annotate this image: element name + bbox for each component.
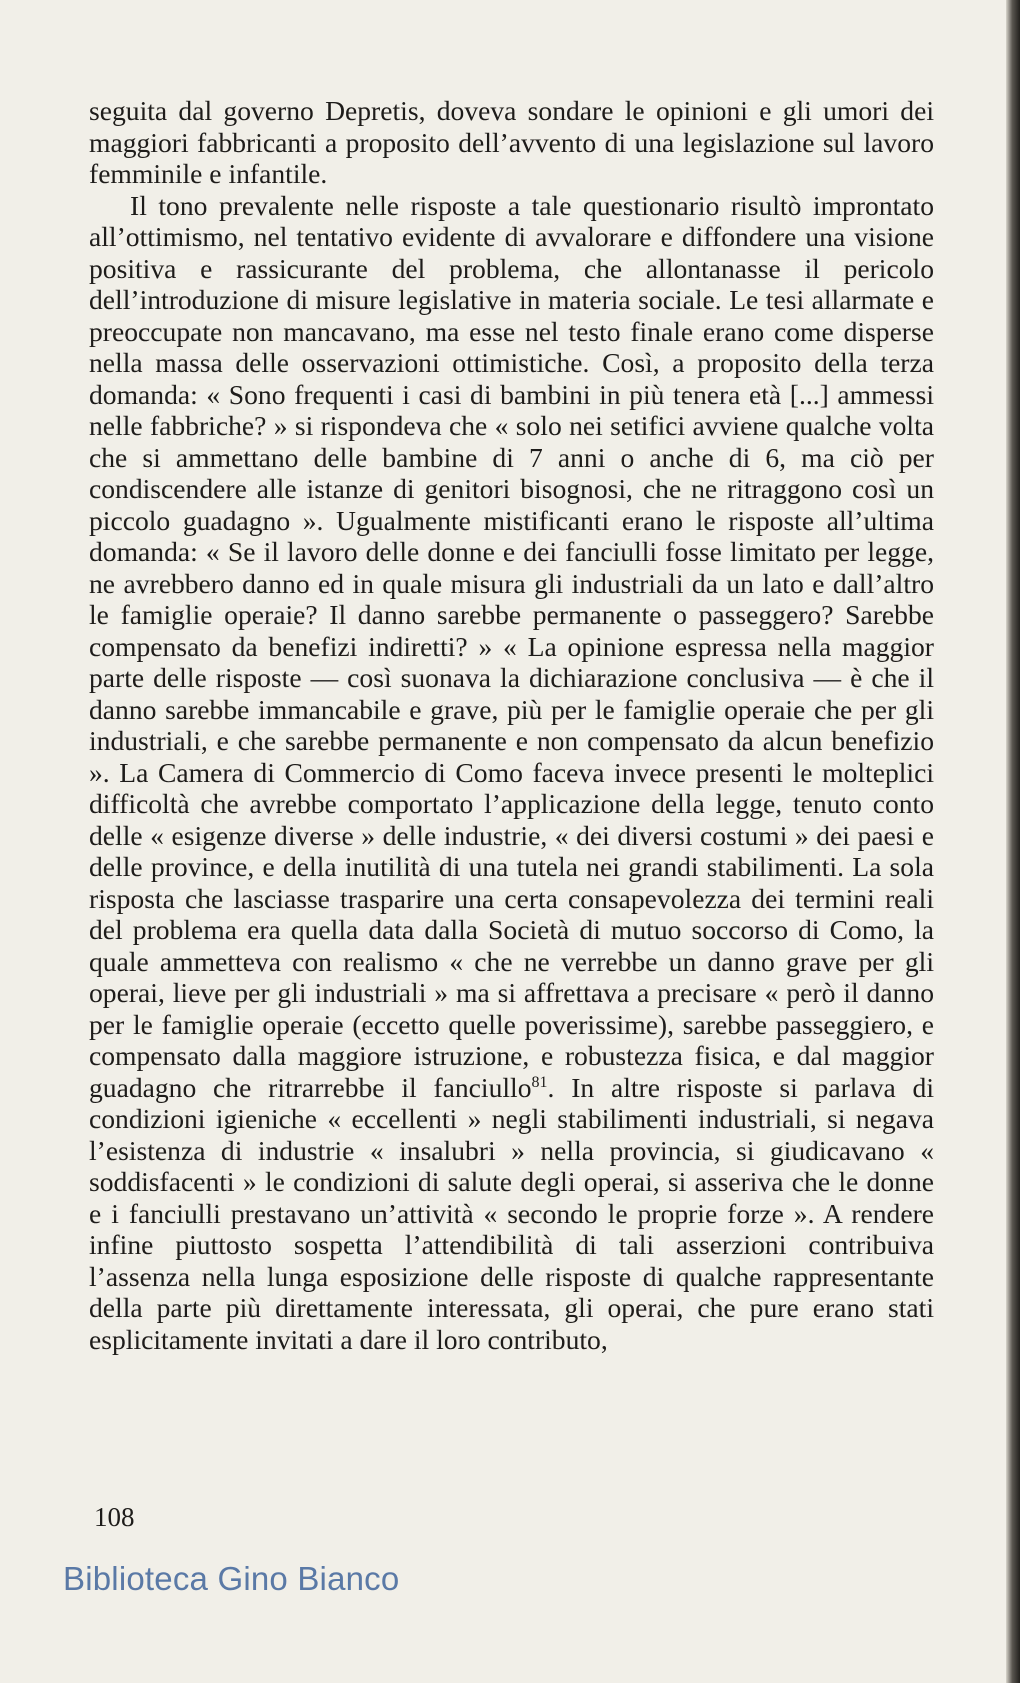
paragraph-text-after-note: . In altre risposte si parlava di condizioni igieniche « eccellenti » negli stabilimenti industriali, si negava l’esistenza di industrie « insalubri » nella provincia, si giudicavano « soddisfacenti » le condizioni di salute degli operai, si asseriva che le donne e i fanciulli prestavano un’attività « secondo le proprie forze ». A rendere infine piuttosto sospetta l’attendibilità di tali asserzioni contribuiva l’assenza nella lunga esposizione delle risposte di qualche rappresentante della parte più direttamente interessata, gli operai, che pure erano stati esplicitamente invitati a dare il loro contributo, xyxy=(89,1071,934,1355)
library-watermark: Biblioteca Gino Bianco xyxy=(63,1560,400,1597)
paragraph-questionnaire-responses xyxy=(89,190,934,1356)
body-text xyxy=(89,95,934,1355)
footnote-reference: 81 xyxy=(531,1073,548,1091)
page-number: 108 xyxy=(94,1502,135,1532)
page-edge-shadow xyxy=(1006,0,1020,1683)
paragraph-text-before-note: Il tono prevalente nelle risposte a tale questionario risultò improntato all’ottimismo, nel tentativo evidente di avvalorare e diffondere una visione positiva e rassicurante del problema, che allontanasse il pericolo dell’introduzione di misure legislative in materia sociale. Le tesi allarmate e preoccupate non mancavano, ma esse nel testo finale erano come disperse nella massa delle osservazioni ottimistiche. Così, a proposito della terza domanda: « Sono frequenti i casi di bambini in più tenera età [...] ammessi nelle fabbriche? » si rispondeva che « solo nei setifici avviene qualche volta che si ammettano delle bambine di 7 anni o anche di 6, ma ciò per condiscendere alle istanze di genitori bisognosi, che ne ritraggono così un piccolo guadagno ». Ugualmente mistificanti erano le risposte all’ultima domanda: « Se il lavoro delle donne e dei fanciulli fosse limitato per legge, ne avrebbero danno ed in quale misura gli industriali da un lato e dall’altro le famiglie operaie? Il danno sarebbe permanente o passeggero? Sarebbe compensato da benefizi indiretti? » « La opinione espressa nella maggior parte delle risposte — così suonava la dichiarazione conclusiva — è che il danno sarebbe immancabile e grave, più per le famiglie operaie che per gli industriali, e che sarebbe permanente e non compensato da alcun benefizio ». La Camera di Commercio di Como faceva invece presenti le molteplici difficoltà che avrebbe comportato l’applicazione della legge, tenuto conto delle « esigenze diverse » delle industrie, « dei diversi costumi » dei paesi e delle province, e della inutilità di una tutela nei grandi stabilimenti. La sola risposta che lasciasse trasparire una certa consapevolezza dei termini reali del problema era quella data dalla Società di mutuo soccorso di Como, la quale ammetteva con realismo « che ne verrebbe un danno grave per gli operai, lieve per gli industriali » ma si affrettava a precisare « però il danno per le famiglie operaie (eccetto quelle poverissime), sarebbe passeggiero, e compensato dalla maggiore istruzione, e robustezza fisica, e dal maggior guadagno che ritrarrebbe il fanciullo xyxy=(89,189,934,1103)
paragraph-continuation: seguita dal governo Depretis, doveva sondare le opinioni e gli umori dei maggiori fabbricanti a proposito dell’avvento di una legislazione sul lavoro femminile e infantile. xyxy=(89,95,934,189)
